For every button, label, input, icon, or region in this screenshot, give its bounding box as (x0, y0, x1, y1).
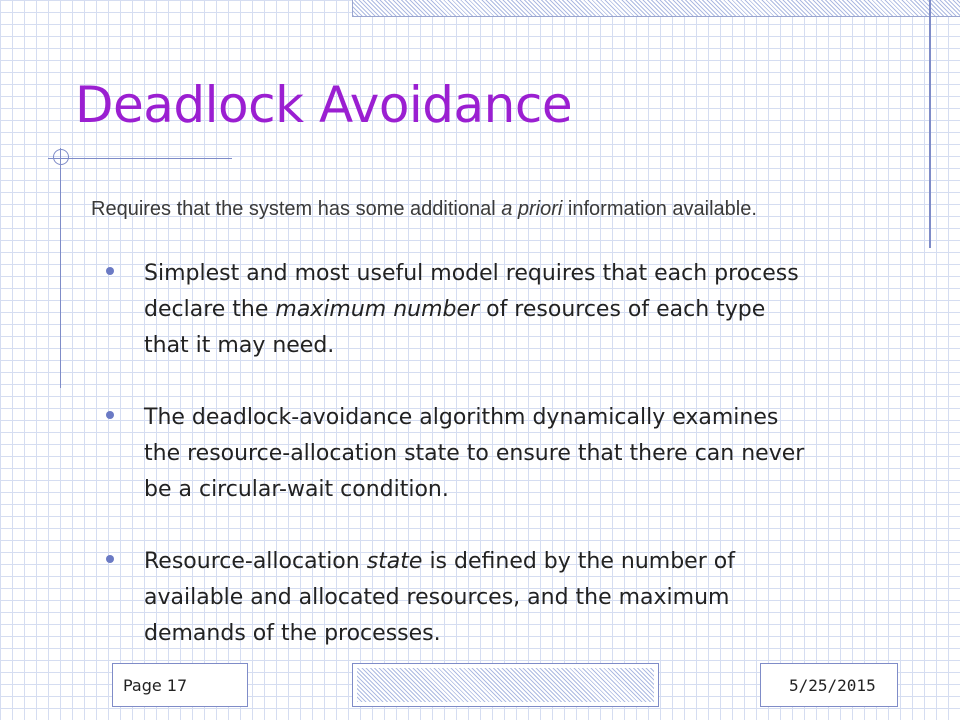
page-number: Page 17 (123, 676, 188, 695)
footer-date-box (760, 663, 898, 707)
footer-hatch-pattern (357, 668, 654, 702)
bullet-1-italic: maximum number (275, 297, 480, 322)
slide-title: Deadlock Avoidance (75, 76, 573, 134)
intro-text (91, 194, 881, 224)
bullet-dot-icon (106, 411, 114, 419)
right-vertical-rule (929, 0, 931, 248)
bullet-item-1 (104, 256, 814, 364)
bullet-2-text: The deadlock-avoidance algorithm dynamically examines the resource-allocation state to ensure that there can never be a circular-wait condition. (144, 405, 805, 502)
bullet-3-text-end: is defined by the number of available and allocated resources, and the maximum demands of the processes. (144, 549, 735, 646)
bullet-3-italic: state (366, 549, 423, 574)
bullet-item-3 (104, 544, 814, 652)
title-underline-rule (48, 158, 232, 159)
bullet-1-text-end: of resources of each type that it may need. (144, 297, 766, 358)
footer-page-box (112, 663, 248, 707)
footer-middle-box (352, 663, 659, 707)
intro-text-italic: a priori (501, 198, 563, 220)
intro-text-before: Requires that the system has some additional (91, 198, 502, 220)
bullet-item-2 (104, 400, 814, 508)
slide-date: 5/25/2015 (789, 676, 876, 695)
bullet-dot-icon (106, 267, 114, 275)
left-vertical-rule (60, 148, 61, 388)
bullet-1-text: Simplest and most useful model requires that each process declare the (144, 261, 799, 322)
bullet-dot-icon (106, 555, 114, 563)
top-hatched-bar (352, 0, 960, 17)
bullet-3-text: Resource-allocation (144, 549, 367, 574)
bullet-list (104, 256, 814, 652)
corner-circle-mark (53, 149, 69, 165)
intro-text-after: information available. (562, 198, 757, 220)
